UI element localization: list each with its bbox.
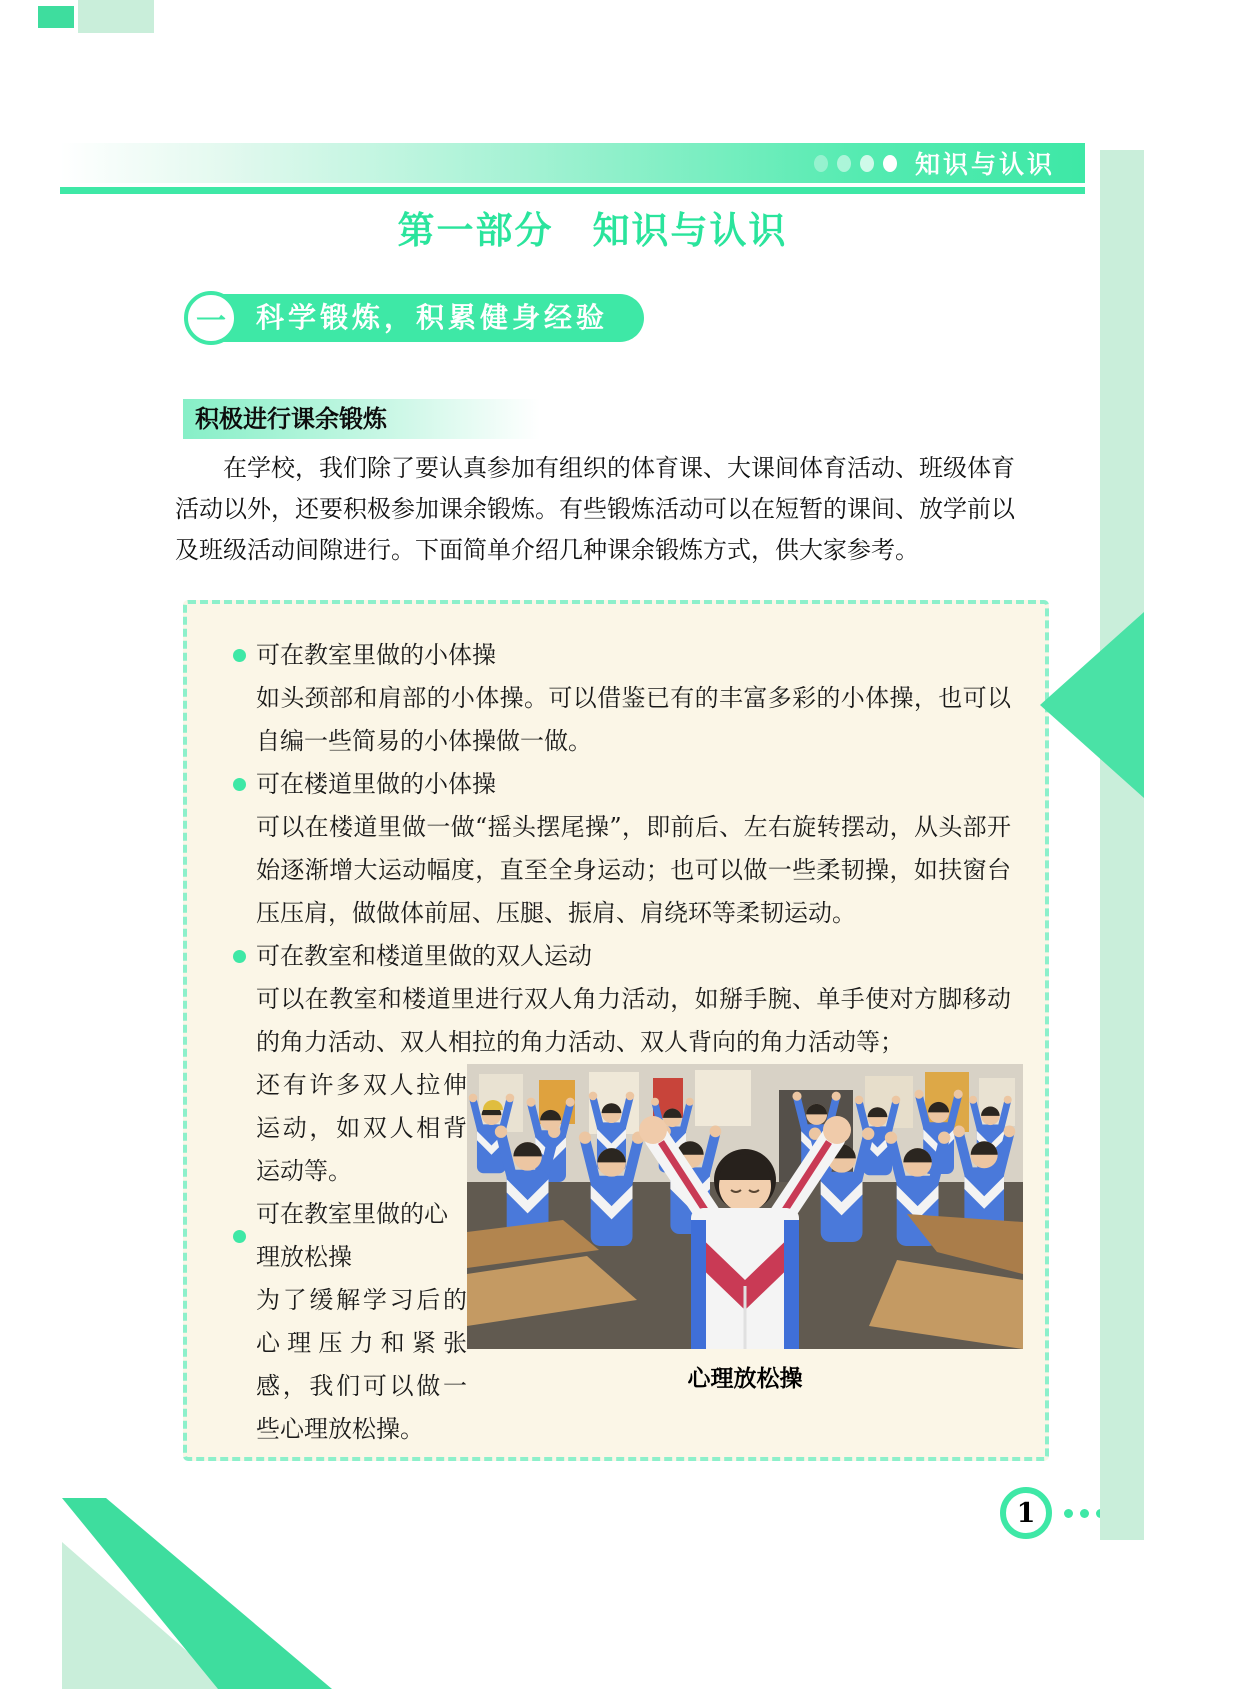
intro-paragraph: 在学校，我们除了要认真参加有组织的体育课、大课间体育活动、班级体育活动以外，还要积极参加课余锻炼。有些锻炼活动可以在短暂的课间、放学前以及班级活动间隙进行。下面简单介绍几种课余锻炼方式，供大家参考。 xyxy=(175,454,1015,564)
section-banner-label: 科学锻炼，积累健身经验 xyxy=(210,294,644,342)
header-accent-strip xyxy=(60,187,1085,194)
corner-deco-light xyxy=(78,0,154,33)
page-number-area xyxy=(1000,1487,1105,1539)
tip-body: 为了缓解学习后的心理压力和紧张感，我们可以做一些心理放松操。 xyxy=(256,1286,467,1443)
tip-body-continued: 还有许多双人拉伸运动，如双人相背运动等。 xyxy=(256,1071,467,1185)
right-arrow-deco xyxy=(1036,606,1148,804)
dot-icon xyxy=(860,155,874,172)
right-edge-band xyxy=(1100,150,1144,1540)
corner-deco-dark xyxy=(38,6,74,28)
tip-item xyxy=(231,935,1011,1064)
tip-heading: 可在教室里做的小体操 xyxy=(256,641,496,669)
left-text-column xyxy=(231,1064,467,1451)
page-title: 第一部分 知识与认识 xyxy=(397,208,788,252)
dot-icon xyxy=(883,155,897,172)
tip-heading: 可在教室里做的心理放松操 xyxy=(256,1200,448,1271)
chapter-tab-label: 知识与认识 xyxy=(914,150,1055,179)
bullet-dot-icon xyxy=(233,778,246,791)
dot-icon xyxy=(814,155,828,172)
bullet-dot-icon xyxy=(233,649,246,662)
dot-icon xyxy=(837,155,851,172)
tip-heading: 可在教室和楼道里做的双人运动 xyxy=(256,942,592,970)
bullet-dot-icon xyxy=(233,1230,246,1243)
tip-heading-row xyxy=(231,935,1011,978)
page-number-dots xyxy=(1064,1509,1105,1518)
tip-item xyxy=(231,634,1011,763)
classroom-exercise-photo xyxy=(467,1064,1023,1349)
tip-heading-row xyxy=(231,763,1011,806)
section-number-badge: 一 xyxy=(184,291,238,345)
tip-heading: 可在楼道里做的小体操 xyxy=(256,770,496,798)
tip-heading-row xyxy=(231,634,1011,677)
bottom-left-deco xyxy=(60,1490,350,1689)
dot-icon xyxy=(1064,1509,1073,1518)
subsection-heading: 积极进行课余锻炼 xyxy=(183,399,555,439)
tips-box xyxy=(183,600,1049,1461)
section-banner xyxy=(184,291,644,345)
tip-body: 可以在楼道里做一做“摇头摆尾操”，即前后、左右旋转摆动，从头部开始逐渐增大运动幅度，直至全身运动；也可以做一些柔韧操，如扶窗台压压肩，做做体前屈、压腿、振肩、肩绕环等柔韧运动。 xyxy=(256,813,1011,927)
photo-caption: 心理放松操 xyxy=(687,1366,803,1392)
tip-heading-row xyxy=(231,1193,467,1279)
dot-icon xyxy=(1080,1509,1089,1518)
page-number: 1 xyxy=(1000,1487,1052,1539)
bullet-dot-icon xyxy=(233,950,246,963)
tip-item xyxy=(231,763,1011,935)
tip-body: 可以在教室和楼道里进行双人角力活动，如掰手腕、单手使对方脚移动的角力活动、双人相拉的角力活动、双人背向的角力活动等； xyxy=(256,985,1011,1056)
header-dots xyxy=(814,155,897,172)
text-photo-row xyxy=(231,1064,1011,1451)
tip-body: 如头颈部和肩部的小体操。可以借鉴已有的丰富多彩的小体操，也可以自编一些简易的小体操做一做。 xyxy=(256,684,1011,755)
chapter-header-bar xyxy=(60,143,1085,183)
classroom-photo-figure xyxy=(467,1064,1023,1401)
